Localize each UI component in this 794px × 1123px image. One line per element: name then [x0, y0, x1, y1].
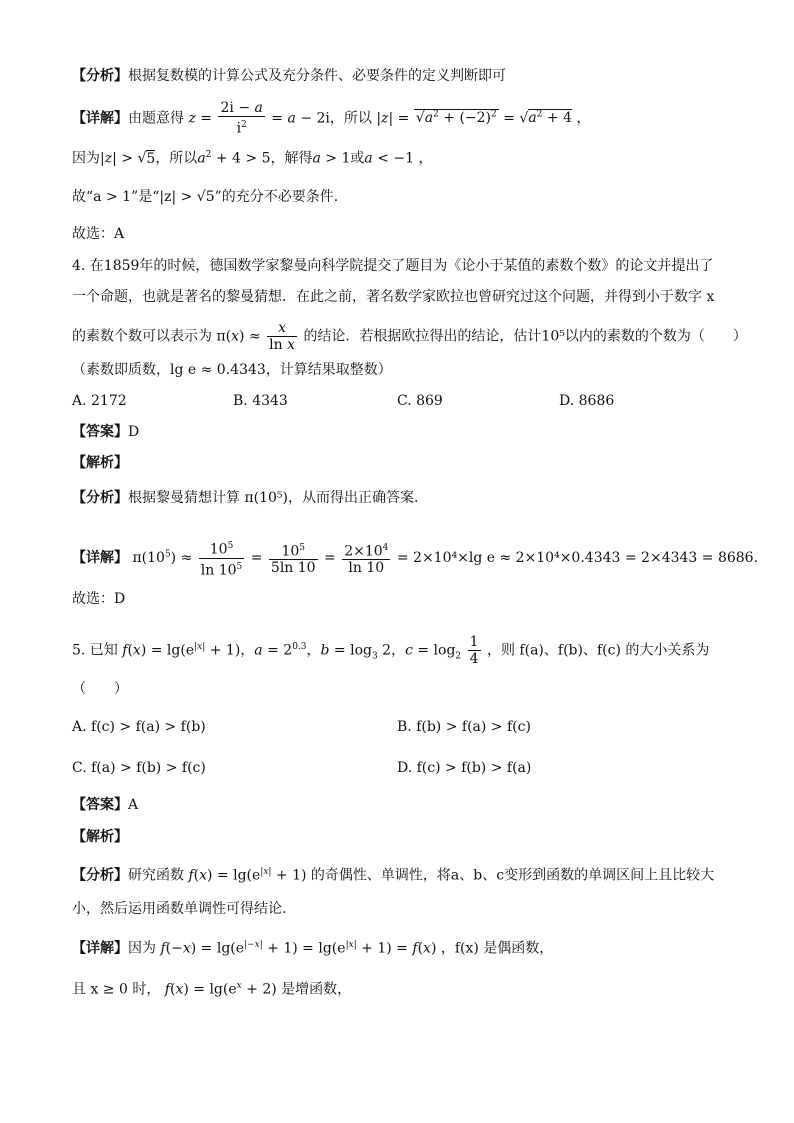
- detail-tag: 【详解】: [72, 940, 128, 957]
- q3-analysis-line: [72, 66, 506, 86]
- stem-b: ，则 f(a)、f(b)、f(c) 的大小关系为: [486, 642, 710, 659]
- q5-paren: （ ）: [72, 681, 128, 697]
- q4-option-a: A. 2172: [72, 393, 127, 409]
- q4-stem-line3: 的素数个数可以表示为 π(x) ≈ $\frac{x}{\text{ln x}}$ 的结论．若根据欧拉得出的结论，估计10⁵以内的素数的个数为（ ）: [72, 320, 747, 353]
- detail-tag: 【详解】: [72, 110, 128, 127]
- q3-because-line: 因为|z| > √5，所以$a^2 + 4 > 5$，解得a > 1或a < −1 ，: [72, 150, 433, 167]
- q4-stem-line4: （素数即质数，lg e ≈ 0.4343，计算结果取整数）: [72, 362, 392, 378]
- q5-answer-line: [72, 795, 138, 815]
- fraction-3: $\frac{2\times 10^4}{\ln 10}$: [342, 540, 390, 577]
- explain-tag: 【解析】: [72, 829, 128, 845]
- q5-last-line: 且 x ≥ 0 时， $f(x) = \lg(e^x + 2)$ 是增函数，: [72, 981, 352, 998]
- q4-answer-line2: 故选：D: [72, 591, 126, 607]
- q5-option-a: A. f(c) > f(a) > f(b): [72, 719, 206, 735]
- answer-value: D: [128, 424, 140, 440]
- detail-prefix: 由题意得: [128, 110, 184, 127]
- fraction-1: $\frac{10^5}{\ln 10^5}$: [199, 538, 245, 578]
- explain-tag: 【解析】: [72, 455, 128, 471]
- answer-tag: 【答案】: [72, 797, 128, 813]
- q4-analysis-line: [72, 488, 418, 508]
- q5-option-c: C. f(a) > f(b) > f(c): [72, 760, 206, 776]
- detail-a: 因为: [128, 940, 156, 957]
- q3-conclusion: 故“a > 1”是“|z| > √5”的充分不必要条件.: [72, 189, 339, 205]
- analysis-tag: 【分析】: [72, 867, 128, 884]
- detail-tail: = 2×10⁴×lg e ≈ 2×10⁴×0.4343 = 2×4343 = 8686.: [396, 550, 759, 567]
- q4-option-d: D. 8686: [559, 393, 615, 409]
- q5-analysis-line: 【分析】研究函数 $f(x) = \lg(e^{|x|} + 1)$ 的奇偶性、单调性，将a、b、c变形到函数的单调区间上且比较大: [72, 867, 715, 884]
- detail-tag: 【详解】: [72, 550, 128, 567]
- because-text: 因为: [72, 150, 100, 167]
- fraction-x-lnx: $\frac{x}{\text{ln x}}$: [269, 320, 295, 353]
- fraction-quarter: $\frac{1}{4}$: [469, 634, 479, 667]
- detail-b: ，f(x) 是偶函数，: [440, 940, 554, 957]
- q5-explain-tag: [72, 827, 128, 847]
- solve-text: ，解得: [270, 150, 313, 167]
- math-z: z: [188, 110, 196, 127]
- q5-stem: 5. 已知 $f(x) = \lg(e^{|x|} + 1)$，$a = 2^{0.3}$，$b = \log_3 2$，$c = \log_2$ $\frac{1}{4}$ ，则 f(a)、f(b)、f(c) 的大小关系为: [72, 634, 710, 667]
- last-a: 且 x ≥ 0 时，: [72, 981, 161, 998]
- q3-answer-line: 故选：A: [72, 226, 125, 242]
- detail-mid: ，所以: [329, 110, 372, 127]
- q4-detail-line: 【详解】 $\pi(10^5)$ ≈ $\frac{10^5}{\ln 10^5}$ = $\frac{10^5}{5\ln 10}$ = $\frac{2\times 10^4}{\ln 10}$ = 2×10⁴×lg e ≈ 2×10⁴×0.4343 = 2×4343 = 8686.: [72, 538, 758, 578]
- analysis-tag: 【分析】: [72, 490, 128, 506]
- answer-value: A: [128, 797, 139, 813]
- q5-analysis-line2: 小，然后运用函数单调性可得结论.: [72, 901, 287, 917]
- q4-option-c: C. 869: [397, 393, 443, 409]
- analysis-tag: 【分析】: [72, 68, 128, 84]
- or-text: 或: [350, 150, 365, 167]
- analysis-text: 根据黎曼猜想计算 π(10⁵)，从而得出正确答案.: [128, 490, 419, 506]
- last-b: 是增函数，: [281, 981, 352, 998]
- q4-stem-line2: 一个命题，也就是著名的黎曼猜想．在此之前，著名数学家欧拉也曾研究过这个问题，并得到小于数字 x: [72, 289, 715, 305]
- q5-option-d: D. f(c) > f(b) > f(a): [397, 760, 532, 776]
- q3-detail-line: 【详解】由题意得 z = $\frac{2i - a}{i^2}$ = a − 2i，所以 $|z| = √a^2 + (-2)^2 = √a^2 + 4$ ，: [72, 100, 591, 137]
- so-text: ，所以: [155, 150, 198, 167]
- q4-answer-line: [72, 422, 139, 442]
- stem-line3-b: 的结论．若根据欧拉得出的结论，估计10⁵以内的素数的个数为（ ）: [303, 328, 747, 345]
- q4-stem-line1: 4. 在1859年的时候，德国数学家黎曼向科学院提交了题目为《论小于某值的素数个数》的论文并提出了: [72, 258, 714, 274]
- fraction-2: $\frac{10^5}{5\ln 10}$: [269, 540, 318, 577]
- q5-detail-line: 【详解】因为 $f(-x) = \lg(e^{|-x|} + 1) = \lg(e^{|x|} + 1) = f(x)$ ，f(x) 是偶函数，: [72, 940, 554, 957]
- fraction-z: $\frac{2i - a}{i^2}$: [220, 100, 263, 137]
- stem-a: 5. 已知: [72, 642, 118, 659]
- q5-option-b: B. f(b) > f(a) > f(c): [397, 719, 531, 735]
- analysis-a: 研究函数: [128, 867, 184, 884]
- stem-line3-a: 的素数个数可以表示为: [72, 328, 212, 345]
- analysis-b: 的奇偶性、单调性，将a、b、c变形到函数的单调区间上且比较大: [310, 867, 715, 884]
- answer-tag: 【答案】: [72, 424, 128, 440]
- q4-explain-tag: [72, 453, 128, 473]
- analysis-text: 根据复数模的计算公式及充分条件、必要条件的定义判断即可: [128, 68, 506, 84]
- q4-option-b: B. 4343: [233, 393, 288, 409]
